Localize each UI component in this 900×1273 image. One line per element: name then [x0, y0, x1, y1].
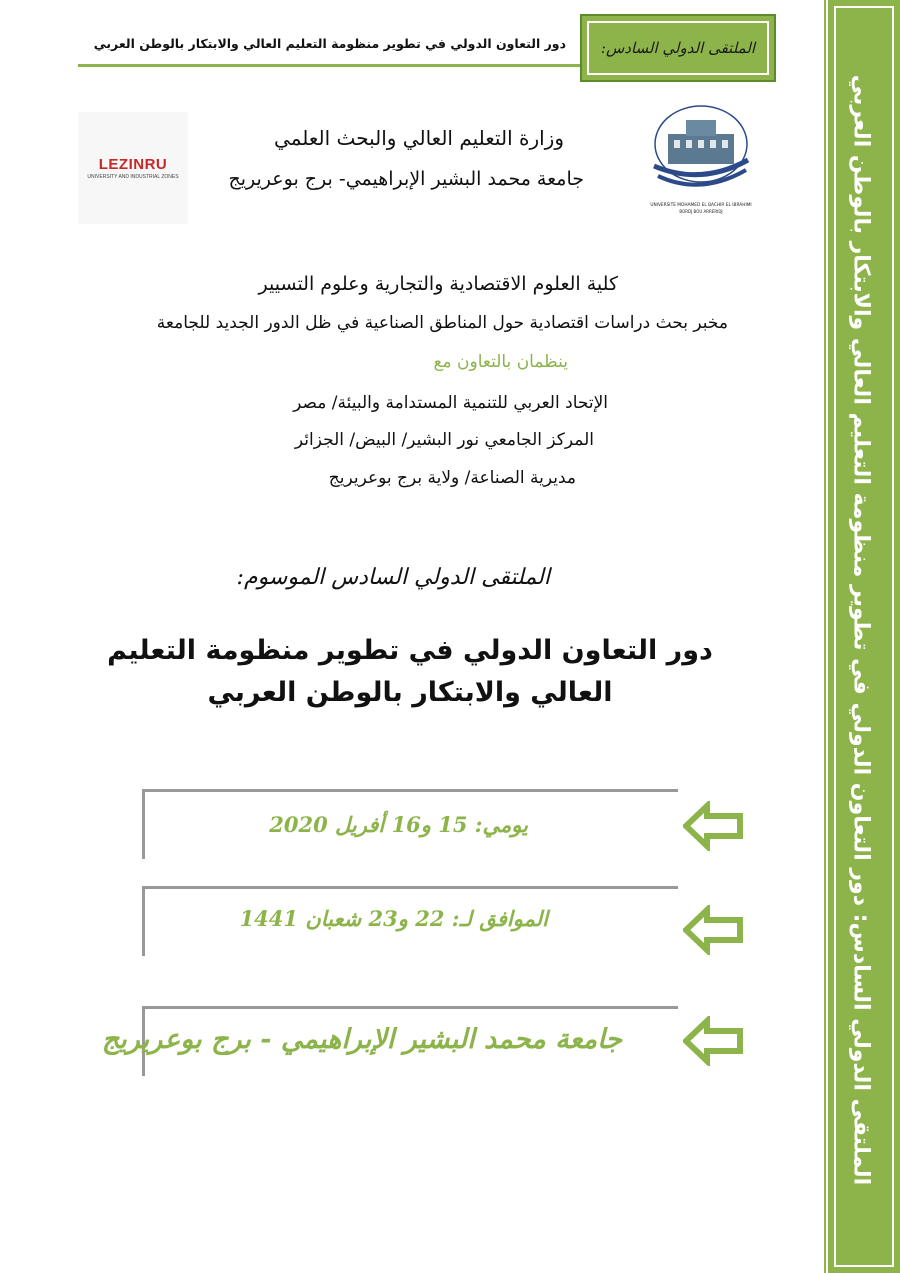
- university-logo: [648, 100, 754, 220]
- faculty-name: كلية العلوم الاقتصادية والتجارية وعلوم التسيير: [258, 273, 618, 295]
- partner-item: مديرية الصناعة/ ولاية برج بوعريريج: [328, 468, 576, 488]
- venue-text: جامعة محمد البشير الإبراهيمي - برج بوعريريج: [101, 1024, 622, 1055]
- lezinru-name: LEZINRU: [98, 156, 168, 173]
- university-name: جامعة محمد البشير الإبراهيمي- برج بوعريريج: [228, 168, 584, 190]
- lab-name: مخبر بحث دراسات اقتصادية حول المناطق الصناعية في ظل الدور الجديد للجامعة: [156, 313, 728, 333]
- event-title-line2: العالي والابتكار بالوطن العربي: [207, 677, 613, 708]
- header-rule: [78, 64, 580, 67]
- dates-text: يومي: 15 و16 أفريل 2020: [269, 812, 528, 837]
- arrow-left-icon: [683, 801, 743, 851]
- forum-label: الملتقى الدولي السادس الموسوم:: [236, 565, 550, 590]
- event-title: [80, 630, 740, 714]
- partner-item: المركز الجامعي نور البشير/ البيض/ الجزائر: [294, 430, 594, 450]
- arrow-left-icon: [683, 1016, 743, 1066]
- partner-item: الإتحاد العربي للتنمية المستدامة والبيئة/ مصر: [293, 393, 608, 413]
- header-label-box: [580, 14, 776, 82]
- ministry-name: وزارة التعليم العالي والبحث العلمي: [274, 126, 564, 150]
- header-label: الملتقى الدولي السادس:: [600, 39, 756, 57]
- university-logo-name: UNIVERSITE MOHAMED EL BACHIR EL IBRAHIMI: [650, 203, 752, 208]
- lezinru-logo: [78, 112, 188, 224]
- event-title-line1: دور التعاون الدولي في تطوير منظومة التعليم: [107, 635, 713, 666]
- hijri-text: الموافق لـ: 22 و23 شعبان 1441: [239, 906, 548, 931]
- coorganized-label: ينظمان بالتعاون مع: [433, 352, 568, 372]
- university-logo-city: BORDJ BOU ARRERIDJ: [679, 209, 723, 214]
- header-title: دور التعاون الدولي في تطوير منظومة التعليم العالي والابتكار بالوطن العربي: [93, 36, 566, 51]
- arrow-left-icon: [683, 905, 743, 955]
- side-band-text: الملتقى الدولي السادس: دور التعاون الدولي في تطوير منظومة التعليم العالي والابتكار بالوطن العربي: [848, 74, 874, 1186]
- lezinru-subtitle: UNIVERSITY AND INDUSTRIAL ZONES: [87, 174, 179, 180]
